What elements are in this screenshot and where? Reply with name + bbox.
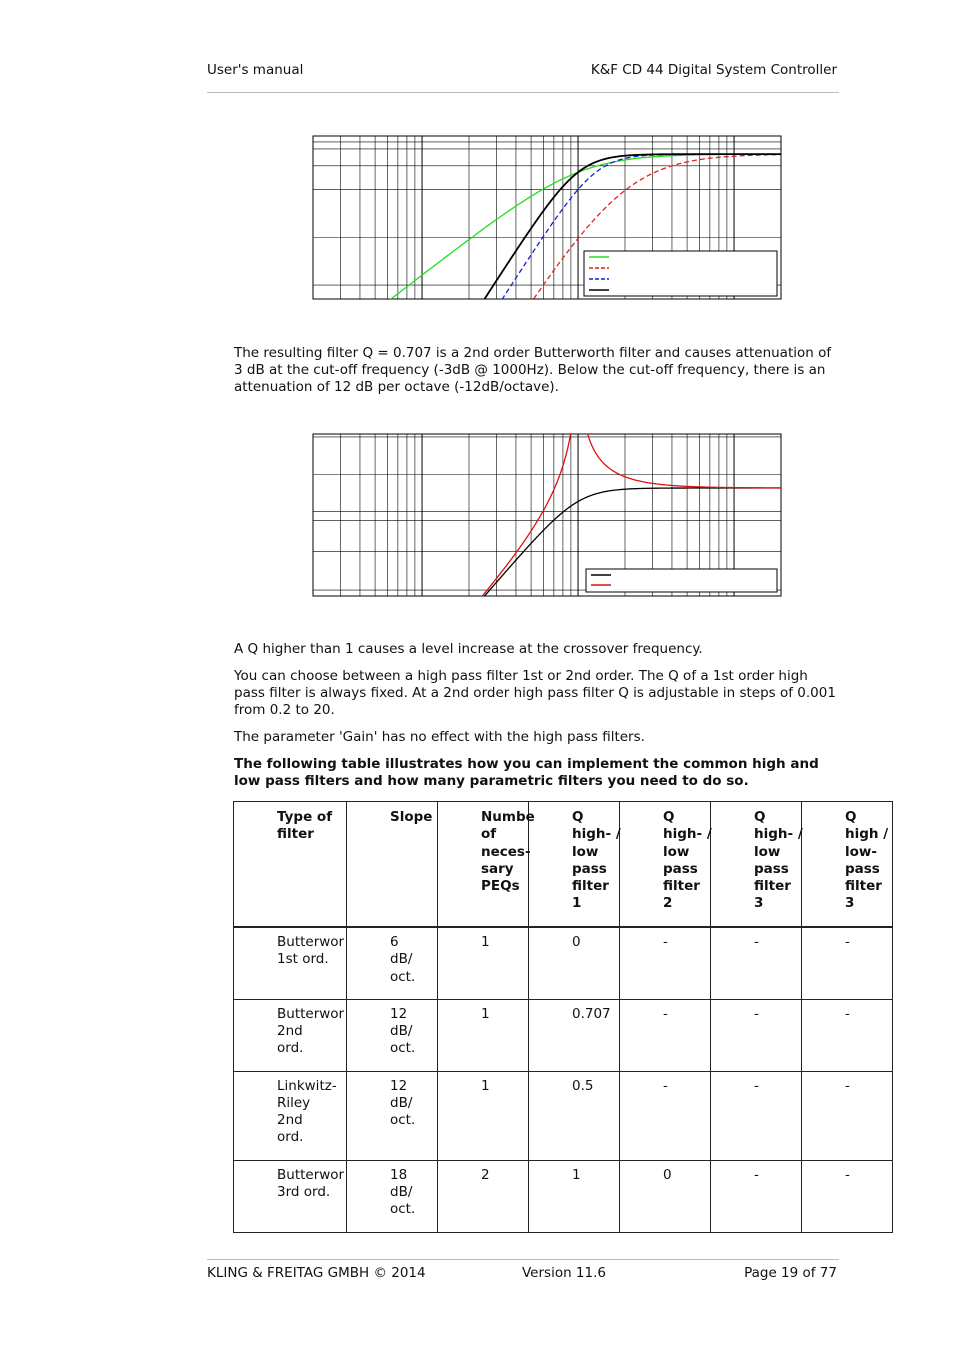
header-cell-line: sary — [481, 860, 514, 877]
table-cell — [802, 1160, 893, 1232]
table-header-cell — [234, 802, 347, 928]
header-cell-line: high- / — [572, 826, 621, 843]
header-cell-line: Q — [845, 809, 857, 825]
filter-table — [233, 801, 893, 1233]
header-cell-line: filter — [754, 878, 791, 895]
table-cell-line: Linkwitz- — [277, 1077, 337, 1094]
table-header-row — [234, 802, 893, 928]
header-right: K&F CD 44 Digital System Controller — [590, 62, 837, 78]
header-cell-line: Slope — [390, 809, 433, 825]
table-cell — [529, 1071, 620, 1160]
header-cell-line: 1 — [572, 895, 582, 912]
paragraph-q-higher: A Q higher than 1 causes a level increase at the crossover frequency. — [234, 641, 703, 657]
highpass-response-chart-2 — [312, 433, 782, 597]
header-cell-line: high / — [845, 826, 889, 843]
table-cell-line: 1st ord. — [277, 951, 329, 968]
table-header-cell — [711, 802, 802, 928]
table-cell-line: oct. — [390, 1112, 416, 1129]
table-cell-line: ord. — [277, 1129, 304, 1146]
table-cell-line: - — [845, 934, 850, 950]
table-cell — [438, 1071, 529, 1160]
header-left: User's manual — [207, 62, 304, 78]
table-cell — [711, 1071, 802, 1160]
header-cell-line: low — [663, 843, 690, 860]
table-cell — [529, 999, 620, 1071]
table-header-cell — [620, 802, 711, 928]
table-cell-line: oct. — [390, 1040, 416, 1057]
table-cell — [347, 999, 438, 1071]
table-cell-line: dB/ — [390, 1183, 413, 1200]
table-cell-line: 2 — [481, 1166, 490, 1183]
highpass-response-chart-1 — [312, 135, 782, 300]
table-cell-line: oct. — [390, 1201, 416, 1218]
table-cell-line: - — [663, 1077, 668, 1094]
table-cell-line: - — [754, 1077, 759, 1094]
header-cell-line: low- — [845, 843, 877, 860]
table-cell — [711, 1160, 802, 1232]
table-row — [234, 1160, 893, 1232]
table-row — [234, 1071, 893, 1160]
header-cell-line: pass — [845, 860, 880, 877]
table-cell — [234, 999, 347, 1071]
table-cell — [802, 927, 893, 999]
table-cell — [802, 1071, 893, 1160]
table-body — [234, 927, 893, 1232]
header-cell-line: filter — [277, 826, 314, 843]
header-rule — [207, 92, 839, 93]
table-cell-line: - — [663, 1005, 668, 1022]
header-cell-line: Q — [754, 809, 766, 825]
table-row — [234, 927, 893, 999]
table-cell-line: 1 — [481, 1005, 490, 1022]
table-cell — [347, 1160, 438, 1232]
header-cell-line: filter — [845, 878, 882, 895]
paragraph-filter-order: You can choose between a high pass filter 1st or 2nd order. The Q of a 1st order high pass filter is always fixed. At a 2nd order high pass filter Q is adjustable in steps of 0.001 from 0.2 to 20. — [234, 668, 836, 718]
table-cell-line: 0 — [663, 1166, 672, 1183]
table-cell-line: 1 — [481, 934, 490, 950]
table-cell-line: ord. — [277, 1040, 304, 1057]
table-cell-line: 2nd — [277, 1112, 303, 1129]
header-cell-line: 3 — [845, 895, 855, 912]
table-cell-line: Butterwor — [277, 934, 345, 950]
header-cell-line: high- / — [754, 826, 803, 843]
table-cell — [620, 1160, 711, 1232]
table-cell-line: - — [845, 1005, 850, 1022]
table-cell-line: - — [845, 1166, 850, 1183]
table-cell-line: 0 — [572, 934, 581, 950]
table-header-cell — [529, 802, 620, 928]
table-cell-line: 1 — [481, 1077, 490, 1094]
header-cell-line: pass — [663, 860, 698, 877]
table-cell — [620, 927, 711, 999]
header-cell-line: Q — [572, 809, 584, 825]
table-cell — [438, 1160, 529, 1232]
header-cell-line: Q — [663, 809, 675, 825]
table-header-cell — [438, 802, 535, 928]
header-cell-line: Type of — [277, 809, 333, 825]
table-header-cell — [347, 802, 438, 928]
table-cell-line: Butterwor — [277, 1166, 345, 1183]
table-cell — [347, 927, 438, 999]
table-cell-line: oct. — [390, 968, 416, 985]
header-cell-line: PEQs — [481, 878, 520, 895]
legend-box — [584, 251, 777, 296]
table-cell-line: dB/ — [390, 951, 413, 968]
table-cell-line: - — [845, 1077, 850, 1094]
paragraph-table-intro: The following table illustrates how you can implement the common high and low pass filters and how many parametric filters you need to do so. — [234, 756, 819, 789]
table-cell — [234, 1071, 347, 1160]
table-cell-line: Riley — [277, 1094, 311, 1111]
legend-box — [586, 569, 777, 592]
table-row — [234, 999, 893, 1071]
footer-left: KLING & FREITAG GMBH © 2014 — [207, 1265, 426, 1281]
table-cell-line: - — [663, 934, 668, 950]
header-cell-line: pass — [754, 860, 789, 877]
table-cell — [234, 1160, 347, 1232]
paragraph-gain: The parameter 'Gain' has no effect with the high pass filters. — [234, 729, 645, 745]
table-cell-line: 12 — [390, 1005, 408, 1022]
header-cell-line: pass — [572, 860, 607, 877]
table-cell — [438, 999, 529, 1071]
table-cell-line: 0.5 — [572, 1077, 594, 1094]
header-cell-line: filter — [663, 878, 700, 895]
table-cell — [620, 1071, 711, 1160]
table-cell-line: - — [754, 1005, 759, 1022]
table-cell — [711, 927, 802, 999]
header-cell-line: 2 — [663, 895, 673, 912]
table-cell — [529, 927, 620, 999]
paragraph-butterworth: The resulting filter Q = 0.707 is a 2nd order Butterworth filter and causes attenuation of 3 dB at the cut-off frequency (-3dB @ 1000Hz). Below the cut-off frequency, there is an attenuation of 12 dB per octave (-12dB/octave). — [234, 345, 832, 395]
table-cell — [347, 1071, 438, 1160]
table-cell-line: 12 — [390, 1077, 408, 1094]
header-cell-line: filter — [572, 878, 609, 895]
table-cell — [802, 999, 893, 1071]
table-cell-line: 1 — [572, 1166, 581, 1183]
header-cell-line: neces- — [481, 843, 531, 860]
table-header-cell — [802, 802, 893, 928]
header-cell-line: high- / — [663, 826, 712, 843]
header-cell-line: low — [572, 843, 599, 860]
table-cell-line: 18 — [390, 1166, 408, 1183]
table-cell-line: dB/ — [390, 1022, 413, 1039]
table-cell-line: 2nd — [277, 1022, 303, 1039]
header-cell-line: 3 — [754, 895, 764, 912]
table-cell-line: Butterwor — [277, 1005, 345, 1022]
header-cell-line: Numbe — [481, 809, 535, 825]
footer-version: Version 11.6 — [522, 1265, 606, 1281]
header-cell-line: of — [481, 826, 497, 843]
table-cell — [620, 999, 711, 1071]
table-cell — [234, 927, 347, 999]
header-cell-line: low — [754, 843, 781, 860]
table-cell-line: dB/ — [390, 1094, 413, 1111]
table-cell-line: 6 — [390, 934, 399, 950]
table-cell — [438, 927, 529, 999]
footer-rule — [207, 1259, 839, 1260]
table-cell-line: 0.707 — [572, 1005, 611, 1022]
table-cell-line: 3rd ord. — [277, 1183, 331, 1200]
table-cell-line: - — [754, 934, 759, 950]
table-cell — [529, 1160, 620, 1232]
table-cell — [711, 999, 802, 1071]
footer-page: Page 19 of 77 — [744, 1265, 837, 1281]
table-cell-line: - — [754, 1166, 759, 1183]
